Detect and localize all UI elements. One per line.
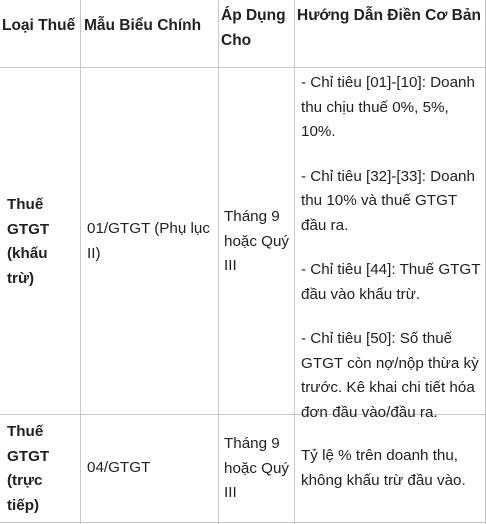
header-applies-to: Áp Dụng Cho — [221, 7, 286, 49]
column-divider — [294, 0, 295, 524]
row1-applies-to: Tháng 9 hoặc Quý III — [224, 208, 290, 274]
header-basic-guide: Hướng Dẫn Điền Cơ Bản — [297, 7, 481, 24]
row2-guide — [301, 444, 483, 493]
row2-tax-type: Thuế GTGT (trực tiếp) — [7, 423, 50, 514]
row-divider — [0, 522, 486, 523]
guide-item: - Chỉ tiêu [50]: Số thuế GTGT còn nợ/nộp thừa kỳ trước. Kê khai chi tiết hóa đơn đầu vào/đầu ra. — [301, 330, 479, 421]
row2-form: 04/GTGT — [87, 459, 151, 476]
header-main-form: Mẫu Biểu Chính — [84, 17, 202, 34]
row1-guide — [301, 71, 483, 425]
row-divider — [0, 67, 486, 68]
column-divider — [218, 0, 219, 524]
guide-item: Tỷ lệ % trên doanh thu, không khấu trừ đầu vào. — [301, 447, 466, 489]
row2-applies-to: Tháng 9 hoặc Quý III — [224, 435, 290, 501]
row1-form: 01/GTGT (Phụ lục II) — [87, 220, 210, 262]
row1-tax-type: Thuế GTGT (khấu trừ) — [7, 196, 50, 287]
guide-item: - Chỉ tiêu [44]: Thuế GTGT đầu vào khấu trừ. — [301, 261, 481, 303]
guide-item: - Chỉ tiêu [01]-[10]: Doanh thu chịu thuế 0%, 5%, 10%. — [301, 74, 475, 140]
guide-item: - Chỉ tiêu [32]-[33]: Doanh thu 10% và thuế GTGT đầu ra. — [301, 167, 475, 234]
header-tax-type: Loại Thuế — [2, 17, 76, 34]
column-divider — [80, 0, 81, 524]
